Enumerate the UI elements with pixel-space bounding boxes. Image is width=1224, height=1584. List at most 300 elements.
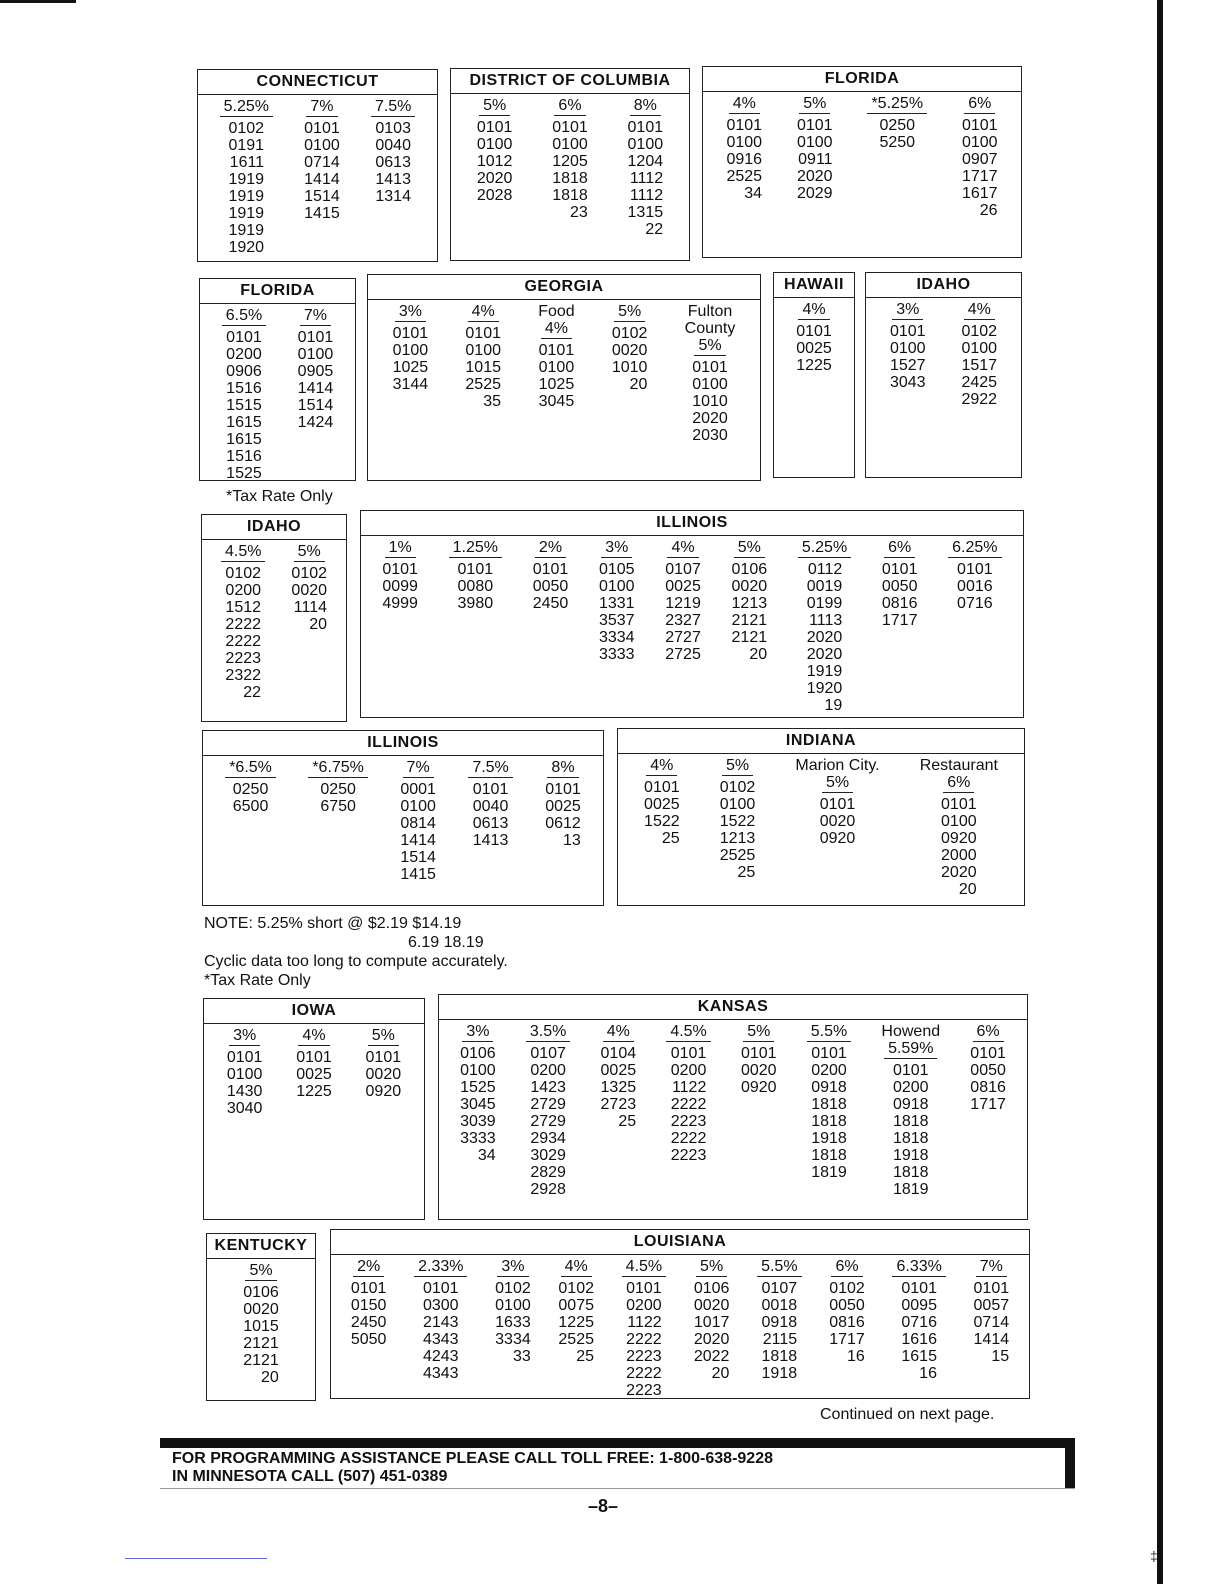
code-value: 0020: [611, 342, 648, 359]
code-value: 2450: [350, 1314, 387, 1331]
rate-header: 5.25%: [220, 98, 273, 117]
code-value: 0100: [961, 134, 998, 151]
rate-header: *6.5%: [225, 759, 276, 778]
code-value: 0020: [819, 813, 856, 830]
rate-column: [970, 1023, 1006, 1113]
rate-column: [468, 759, 512, 849]
table-illinois-2: [202, 730, 604, 906]
code-value: 0101: [881, 561, 918, 578]
code-value: 1617: [961, 185, 998, 202]
code-value: 2725: [665, 646, 701, 663]
code-value: 0101: [226, 329, 262, 346]
code-list: [762, 1280, 798, 1382]
code-value: 25: [576, 1348, 594, 1365]
rate-column: [974, 1258, 1010, 1365]
column-label: Marion City.: [795, 757, 880, 774]
box-title: CONNECTICUT: [198, 70, 437, 95]
code-list: [375, 120, 411, 205]
code-list: [694, 1280, 730, 1382]
code-list: [558, 1280, 594, 1365]
code-list: [351, 1280, 387, 1348]
code-value: 1918: [761, 1365, 798, 1382]
code-value: 0050: [829, 1297, 865, 1314]
code-value: 1225: [558, 1314, 594, 1331]
code-value: 6750: [320, 798, 356, 815]
note-short-line1: NOTE: 5.25% short @ $2.19 $14.19: [204, 915, 462, 932]
code-value: 3043: [889, 374, 926, 391]
code-value: 2115: [762, 1331, 798, 1348]
rate-column: [308, 759, 368, 815]
rate-header: 5%: [368, 1027, 399, 1046]
code-value: 0101: [465, 325, 501, 342]
code-value: 1611: [229, 154, 265, 171]
code-list: [460, 1045, 496, 1164]
code-list: [970, 1045, 1006, 1113]
code-list: [225, 565, 261, 701]
footer-assistance: [172, 1450, 773, 1486]
code-list: [243, 1284, 279, 1386]
code-list: [530, 1045, 566, 1198]
code-value: 0102: [228, 120, 265, 137]
rate-column: [465, 303, 501, 410]
code-value: 1430: [226, 1083, 263, 1100]
rate-column: [225, 759, 276, 815]
code-value: 0100: [476, 136, 513, 153]
rate-header: 7%: [403, 759, 434, 778]
footer-line-1: FOR PROGRAMMING ASSISTANCE PLEASE CALL TOLL FREE: 1-800-638-9228: [172, 1450, 773, 1467]
rate-header: 5%: [294, 543, 325, 562]
code-value: 3045: [460, 1096, 496, 1113]
code-value: 1525: [226, 465, 262, 482]
code-value: 5250: [879, 134, 916, 151]
code-list: [726, 117, 762, 202]
code-value: 5050: [350, 1331, 387, 1348]
rate-column: [552, 97, 588, 221]
code-value: 1314: [375, 188, 411, 205]
code-value: 1919: [228, 171, 265, 188]
code-value: 0101: [472, 781, 509, 798]
rate-header: 4%: [603, 1023, 634, 1042]
table-idaho-2: [201, 514, 347, 722]
rate-header: 6%: [964, 95, 995, 114]
table-district-of-columbia: [450, 68, 690, 261]
rate-columns: [361, 536, 1023, 714]
rate-column: [666, 1023, 710, 1164]
column-label: Fulton: [687, 303, 733, 320]
code-list: [797, 117, 833, 202]
code-value: 4343: [422, 1365, 459, 1382]
code-value: 0101: [957, 561, 993, 578]
rate-columns: [866, 298, 1021, 408]
code-value: 0905: [297, 363, 334, 380]
code-value: 2121: [731, 612, 768, 629]
rate-column: [533, 539, 569, 612]
code-list: [382, 561, 418, 612]
code-value: 3333: [598, 646, 635, 663]
code-value: 1522: [644, 813, 680, 830]
rate-header: 4.5%: [666, 1023, 710, 1042]
rate-column: [460, 1023, 496, 1164]
rate-header: 4%: [667, 539, 698, 558]
code-value: 0101: [941, 796, 977, 813]
code-value: 0816: [829, 1314, 865, 1331]
code-value: 2020: [476, 170, 513, 187]
code-value: 0106: [460, 1045, 496, 1062]
code-value: 1423: [530, 1079, 566, 1096]
code-value: 1919: [806, 663, 843, 680]
rate-header: 5.25%: [798, 539, 851, 558]
code-value: 6500: [232, 798, 269, 815]
code-value: 34: [744, 185, 763, 202]
rate-header: 5.5%: [757, 1258, 801, 1277]
code-value: 0101: [552, 119, 588, 136]
rate-column: [881, 1023, 940, 1198]
code-value: 1920: [228, 239, 265, 256]
code-value: 0911: [798, 151, 833, 168]
code-value: 0714: [973, 1314, 1010, 1331]
code-value: 0918: [761, 1314, 798, 1331]
code-list: [473, 781, 509, 849]
rate-header: 2.33%: [414, 1258, 467, 1277]
code-list: [961, 323, 997, 408]
code-value: 1919: [228, 205, 265, 222]
code-value: 2028: [476, 187, 513, 204]
code-value: 1920: [806, 680, 843, 697]
rate-columns: [331, 1255, 1029, 1399]
code-value: 1818: [811, 1096, 847, 1113]
box-title: IDAHO: [866, 273, 1021, 298]
code-value: 0916: [726, 151, 763, 168]
code-value: 2223: [626, 1348, 662, 1365]
rate-header: 4%: [298, 1027, 329, 1046]
rate-column: [538, 303, 574, 410]
code-value: 1025: [538, 376, 575, 393]
rate-header: 5%: [822, 774, 853, 793]
code-value: 0100: [961, 340, 998, 357]
code-value: 0107: [665, 561, 701, 578]
code-value: 13: [562, 832, 581, 849]
code-value: 0100: [400, 798, 436, 815]
rate-column: [414, 1258, 467, 1382]
note-tax-rate-only-2: *Tax Rate Only: [204, 972, 311, 989]
rate-header: 4%: [561, 1258, 592, 1277]
code-value: 1919: [228, 188, 265, 205]
code-value: 1633: [495, 1314, 531, 1331]
rate-column: [797, 95, 833, 202]
code-value: 2223: [225, 650, 262, 667]
code-value: 0040: [472, 798, 509, 815]
rate-column: [599, 539, 635, 663]
code-value: 2121: [243, 1352, 279, 1369]
code-value: 2222: [225, 616, 262, 633]
code-value: 0100: [538, 359, 575, 376]
code-value: 2727: [665, 629, 701, 646]
code-value: 1616: [901, 1331, 937, 1348]
code-value: 22: [243, 684, 262, 701]
code-value: 22: [645, 221, 664, 238]
code-value: 0025: [296, 1066, 332, 1083]
code-list: [890, 323, 926, 391]
rate-column: [829, 1258, 865, 1365]
code-value: 0100: [726, 134, 763, 151]
code-value: 1017: [693, 1314, 730, 1331]
rate-columns: [703, 92, 1021, 219]
code-value: 2121: [731, 629, 768, 646]
code-value: 0101: [226, 1049, 263, 1066]
code-value: 0025: [665, 578, 701, 595]
code-value: 0104: [600, 1045, 637, 1062]
code-value: 1315: [627, 204, 664, 221]
code-value: 0100: [460, 1062, 496, 1079]
code-value: 0100: [627, 136, 664, 153]
code-value: 4343: [422, 1331, 459, 1348]
code-list: [941, 796, 977, 898]
code-list: [296, 1049, 332, 1100]
code-list: [291, 565, 327, 633]
rate-columns: [439, 1020, 1027, 1198]
code-value: 0920: [941, 830, 977, 847]
code-value: 2327: [665, 612, 701, 629]
code-value: 1015: [243, 1318, 279, 1335]
code-list: [962, 117, 998, 219]
code-list: [829, 1280, 865, 1365]
code-value: 0100: [598, 578, 635, 595]
rate-column: [807, 1023, 851, 1181]
code-value: 3980: [457, 595, 494, 612]
code-list: [298, 329, 334, 431]
rate-header: 5%: [614, 303, 645, 322]
rate-column: [371, 98, 415, 205]
rate-column: [622, 1258, 666, 1399]
code-value: 0057: [973, 1297, 1010, 1314]
code-value: 25: [737, 864, 756, 881]
rate-header: 6%: [943, 774, 974, 793]
rate-header: 6%: [973, 1023, 1004, 1042]
code-value: 0101: [970, 1045, 1006, 1062]
code-value: 19: [824, 697, 843, 714]
code-value: 0101: [796, 117, 833, 134]
code-value: 1010: [692, 393, 728, 410]
code-value: 1818: [811, 1113, 847, 1130]
code-list: [882, 561, 918, 629]
code-value: 0101: [457, 561, 494, 578]
code-value: 1219: [665, 595, 701, 612]
code-value: 1414: [400, 832, 436, 849]
code-value: 3045: [538, 393, 575, 410]
code-value: 1818: [892, 1113, 929, 1130]
rate-header: 8%: [630, 97, 661, 116]
code-value: 2030: [692, 427, 728, 444]
rate-header: 3.5%: [526, 1023, 570, 1042]
code-value: 0920: [819, 830, 856, 847]
code-value: 0101: [961, 117, 998, 134]
code-value: 0200: [226, 346, 262, 363]
rate-header: 7%: [306, 98, 337, 117]
code-value: 0102: [719, 779, 756, 796]
code-list: [495, 1280, 531, 1365]
code-value: 0101: [296, 1049, 332, 1066]
code-list: [599, 561, 635, 663]
code-value: 0101: [692, 359, 728, 376]
rate-column: [220, 98, 273, 256]
code-value: 0101: [901, 1280, 937, 1297]
rate-header: 6%: [884, 539, 915, 558]
rate-columns: [204, 1024, 424, 1117]
code-value: 0107: [761, 1280, 798, 1297]
code-value: 0100: [304, 137, 340, 154]
code-list: [545, 781, 581, 849]
code-value: 20: [711, 1365, 730, 1382]
column-label: Restaurant: [919, 757, 998, 774]
rate-header: 4%: [468, 303, 499, 322]
rate-header: 1%: [385, 539, 416, 558]
box-title: ILLINOIS: [361, 511, 1023, 536]
code-list: [458, 561, 494, 612]
code-value: 0200: [811, 1062, 847, 1079]
code-value: 2525: [726, 168, 763, 185]
code-value: 0300: [422, 1297, 459, 1314]
code-value: 1225: [796, 357, 832, 374]
code-value: 2020: [796, 168, 833, 185]
code-value: 0025: [545, 798, 581, 815]
rate-header: 3%: [229, 1027, 260, 1046]
code-list: [393, 325, 429, 393]
rate-header: 6.5%: [222, 307, 266, 326]
corner-mark: ‡: [1150, 1548, 1158, 1564]
code-value: 3537: [598, 612, 635, 629]
box-title: IDAHO: [202, 515, 346, 540]
rate-header: 3%: [462, 1023, 493, 1042]
code-value: 0199: [806, 595, 843, 612]
column-label: Food: [538, 303, 575, 320]
table-georgia: [367, 274, 761, 481]
code-value: 0103: [375, 120, 411, 137]
code-value: 0106: [693, 1280, 730, 1297]
code-value: 0100: [796, 134, 833, 151]
code-value: 1918: [892, 1147, 929, 1164]
code-value: 1818: [892, 1130, 929, 1147]
rate-header: 4%: [964, 301, 995, 320]
rate-header: 3%: [601, 539, 632, 558]
code-value: 1615: [226, 431, 262, 448]
code-value: 3334: [598, 629, 635, 646]
rate-column: [726, 95, 762, 202]
rate-header: *5.25%: [867, 95, 927, 114]
code-value: 0040: [375, 137, 411, 154]
rate-column: [366, 1027, 402, 1100]
code-value: 0100: [495, 1297, 531, 1314]
code-value: 0102: [558, 1280, 594, 1297]
code-value: 20: [309, 616, 328, 633]
code-value: 0107: [530, 1045, 566, 1062]
code-value: 1204: [627, 153, 664, 170]
code-value: 2525: [558, 1331, 594, 1348]
code-value: 0716: [901, 1314, 937, 1331]
code-value: 1818: [552, 170, 588, 187]
code-list: [227, 1049, 263, 1117]
rate-column: [393, 303, 429, 393]
code-value: 0016: [957, 578, 993, 595]
rate-column: [920, 757, 998, 898]
code-value: 2729: [530, 1113, 566, 1130]
code-value: 1819: [811, 1164, 847, 1181]
rate-columns: [368, 300, 760, 444]
column-label: Howend: [881, 1023, 941, 1040]
code-value: 2723: [600, 1096, 637, 1113]
code-value: 0101: [532, 561, 569, 578]
code-list: [741, 1045, 777, 1096]
table-florida-2: [199, 278, 356, 481]
code-value: 2020: [693, 1331, 730, 1348]
code-value: 0101: [644, 779, 680, 796]
code-value: 0101: [670, 1045, 707, 1062]
rate-column: [382, 539, 418, 612]
code-value: 1516: [226, 380, 262, 397]
code-value: 2022: [693, 1348, 730, 1365]
code-value: 2029: [796, 185, 833, 202]
code-value: 3334: [495, 1331, 531, 1348]
table-hawaii: [773, 272, 855, 478]
code-value: 0020: [740, 1062, 777, 1079]
code-value: 0716: [957, 595, 993, 612]
code-value: 0101: [889, 323, 926, 340]
code-value: 16: [919, 1365, 937, 1382]
rate-header: 4%: [729, 95, 760, 114]
code-value: 1112: [629, 187, 664, 204]
table-iowa: [203, 998, 425, 1220]
code-value: 1818: [761, 1348, 798, 1365]
code-value: 0100: [297, 346, 334, 363]
code-value: 1122: [671, 1079, 707, 1096]
code-value: 1414: [973, 1331, 1010, 1348]
code-value: 2020: [806, 629, 843, 646]
code-value: 25: [618, 1113, 637, 1130]
code-value: 2223: [626, 1382, 662, 1399]
code-value: 0101: [350, 1280, 387, 1297]
code-value: 1414: [304, 171, 340, 188]
rate-column: [732, 539, 768, 663]
code-value: 20: [749, 646, 768, 663]
code-value: 0200: [670, 1062, 707, 1079]
code-value: 0020: [291, 582, 328, 599]
code-value: 0714: [304, 154, 340, 171]
rate-column: [221, 543, 265, 701]
code-list: [796, 323, 832, 374]
code-value: 34: [477, 1147, 496, 1164]
code-value: 1525: [460, 1079, 496, 1096]
code-value: 1919: [228, 222, 265, 239]
code-value: 1225: [296, 1083, 332, 1100]
box-title: FLORIDA: [200, 279, 355, 304]
code-value: 0920: [365, 1083, 402, 1100]
continued-note: Continued on next page.: [820, 1406, 995, 1423]
code-value: 0101: [476, 119, 513, 136]
code-value: 1325: [600, 1079, 637, 1096]
code-value: 1415: [304, 205, 340, 222]
code-value: 20: [261, 1369, 279, 1386]
code-value: 0101: [973, 1280, 1010, 1297]
code-value: 0100: [692, 376, 728, 393]
code-value: 0102: [495, 1280, 531, 1297]
code-value: 1010: [611, 359, 648, 376]
code-value: 1818: [552, 187, 588, 204]
rate-column: [882, 539, 918, 629]
code-value: 2222: [626, 1331, 662, 1348]
code-value: 1819: [892, 1181, 929, 1198]
code-value: 2729: [530, 1096, 566, 1113]
code-list: [626, 1280, 662, 1399]
code-value: 0101: [740, 1045, 777, 1062]
